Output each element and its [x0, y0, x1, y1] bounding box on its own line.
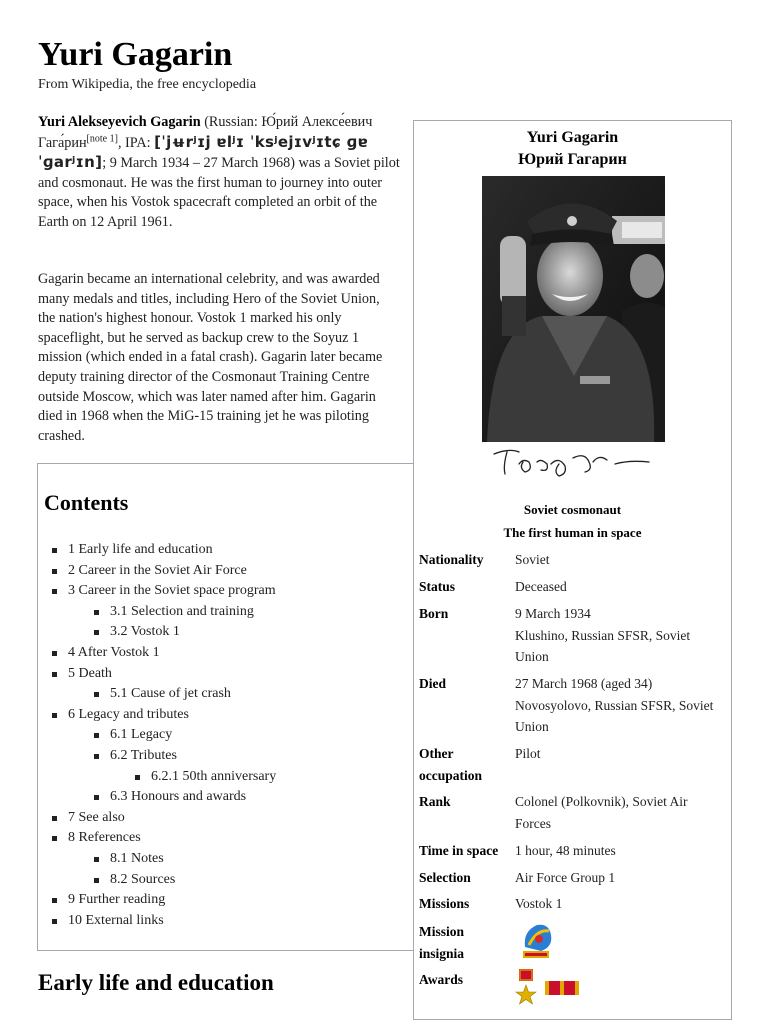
page-title: Yuri Gagarin: [38, 36, 233, 73]
toc-item[interactable]: 6 Legacy and tributes: [68, 705, 408, 726]
toc-item[interactable]: 10 External links: [68, 911, 408, 932]
infobox: Yuri Gagarin Юрий Гагарин Soviet cosmonaut The first human in space Nationality Soviet Status Deceased Born 9 March 1934 Klushino, Russian SFSR, Soviet Union Died 27 March 1968 (aged 34) Novosyolovo, Russian SFSR, Soviet Union Other occupation Pilot Rank Colonel (Polkovnik), Soviet Air Forces Time in space 1 hour, 48 minutes Selection Air Force Group 1 Missions Vostok 1 Mission insignia Awards: [413, 120, 732, 1020]
russian-name-link[interactable]: Ю́рий Алексе́евич Гага́рин: [38, 114, 373, 151]
toc-item[interactable]: 6.2 Tributes: [68, 746, 408, 767]
toc-item[interactable]: 1 Early life and education: [68, 540, 408, 561]
toc-item[interactable]: 5.1 Cause of jet crash: [68, 684, 408, 705]
toc-title: Contents: [44, 490, 129, 515]
toc-item[interactable]: 8.2 Sources: [68, 870, 408, 891]
toc-item[interactable]: 3.1 Selection and training: [68, 602, 408, 623]
toc-list: [68, 540, 408, 931]
toc-item[interactable]: 8.1 Notes: [68, 849, 408, 870]
infobox-caption-1: Soviet cosmonaut: [523, 502, 622, 517]
ipa-pronunciation[interactable]: [ˈjʉrʲɪj ɐlʲɪ ˈksʲejɪvʲɪtɕ ɡɐˈɡarʲɪn]: [38, 132, 369, 172]
toc-item[interactable]: 7 See also: [68, 808, 408, 829]
section-heading-early-life: Early life and education: [38, 970, 274, 995]
toc-item[interactable]: 3.2 Vostok 1: [68, 622, 408, 643]
deathplace-link[interactable]: Novosyolovo, Russian SFSR, Soviet Union: [515, 697, 714, 734]
portrait-photo[interactable]: [482, 176, 665, 442]
toc-item[interactable]: 6.3 Honours and awards: [68, 787, 408, 808]
toc-item[interactable]: 3 Career in the Soviet space program: [68, 581, 408, 602]
tagline: From Wikipedia, the free encyclopedia: [38, 77, 257, 92]
toc-item[interactable]: 5 Death: [68, 664, 408, 685]
infobox-name-english: Yuri Gagarin: [526, 129, 619, 146]
infobox-name-russian: Юрий Гагарин: [518, 151, 627, 168]
intro-paragraph: Yuri Alekseyevich Gagarin (Russian: Ю́рий Алексе́евич Гага́рин[note 1], IPA: [ˈjʉrʲɪj ɐlʲɪ ˈksʲejɪvʲɪtɕ ɡɐˈɡarʲɪn]; 9 March 1934 – 27 March 1968) was a Soviet pilot and cosmonaut. He was the first human to journey into outer space, when his Vostok spacecraft completed an orbit of the Earth on 12 April 1961.: [38, 114, 400, 230]
signature: [489, 444, 659, 484]
table-of-contents: [37, 463, 413, 951]
toc-item[interactable]: 6.2.1 50th anniversary: [68, 767, 408, 788]
toc-item[interactable]: 2 Career in the Soviet Air Force: [68, 561, 408, 582]
note-reference[interactable]: [note 1]: [86, 132, 118, 144]
toc-item[interactable]: 8 References: [68, 828, 408, 849]
subject-name: Yuri Alekseyevich Gagarin: [38, 114, 201, 130]
infobox-caption-2: The first human in space: [503, 525, 642, 540]
second-paragraph: Gagarin became an international celebrity, and was awarded many medals and titles, including Hero of the Soviet Union, the nation's highest honour. Vostok 1 marked his only spaceflight, but he served as backup crew to the Soyuz 1 mission (which ended in a fatal crash). Gagarin later became deputy training director of the Cosmonaut Training Centre outside Moscow, which was later named after him. Gagarin died in 1968 when the MiG-15 training jet he was piloting crashed.: [38, 271, 383, 444]
awards-medals-icon[interactable]: [515, 969, 585, 1013]
toc-item[interactable]: 4 After Vostok 1: [68, 643, 408, 664]
mission-insignia-icon[interactable]: [519, 921, 555, 961]
toc-item[interactable]: 6.1 Legacy: [68, 725, 408, 746]
toc-item[interactable]: 9 Further reading: [68, 890, 408, 911]
birthplace-link[interactable]: Klushino, Russian SFSR, Soviet Union: [515, 627, 691, 664]
